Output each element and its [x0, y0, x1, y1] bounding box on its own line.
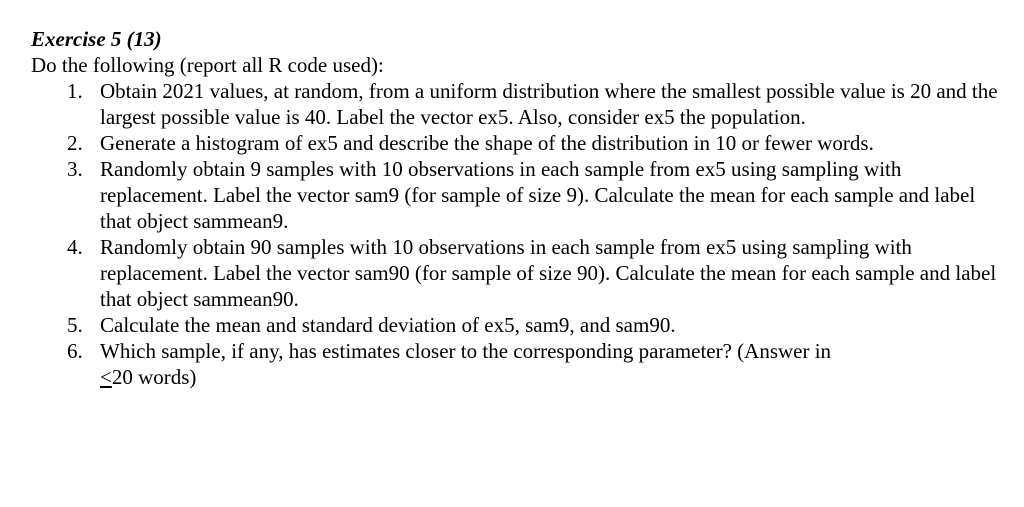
list-item [31, 156, 1004, 234]
step-number: 1. [67, 79, 83, 103]
step-text: Which sample, if any, has estimates closer to the corresponding parameter? (Answer in [100, 339, 832, 363]
step-text: Calculate the mean and standard deviation of ex5, sam9, and sam90. [100, 313, 676, 337]
step-number: 4. [67, 235, 83, 259]
list-item [31, 312, 1004, 338]
step-text: Randomly obtain 9 samples with 10 observations in each sample from ex5 using sampling with replacement. Label the vector sam9 (for sample of size 9). Calculate the mean for each sample and label that object sammean9. [100, 157, 976, 233]
step-text: Randomly obtain 90 samples with 10 observations in each sample from ex5 using sampling with replacement. Label the vector sam90 (for sample of size 90). Calculate the mean for each sample and label that object sammean90. [100, 235, 997, 311]
word-limit-text: 20 words) [111, 365, 197, 389]
step-text: Generate a histogram of ex5 and describe the shape of the distribution in 10 or fewer words. [100, 131, 874, 155]
step-number: 2. [67, 131, 83, 155]
step-number: 3. [67, 157, 83, 181]
steps-list [31, 78, 1004, 390]
step-text: Obtain 2021 values, at random, from a uniform distribution where the smallest possible value is 20 and the largest possible value is 40. Label the vector ex5. Also, consider ex5 the population. [100, 79, 998, 129]
exercise-heading: Exercise 5 (13) [31, 27, 162, 51]
exercise-intro: Do the following (report all R code used): [31, 53, 384, 77]
list-item [31, 338, 1004, 390]
list-item [31, 130, 1004, 156]
step-number: 6. [67, 339, 83, 363]
less-than-or-equal-symbol: < [100, 365, 112, 389]
step-number: 5. [67, 313, 83, 337]
list-item [31, 234, 1004, 312]
list-item [31, 78, 1004, 130]
